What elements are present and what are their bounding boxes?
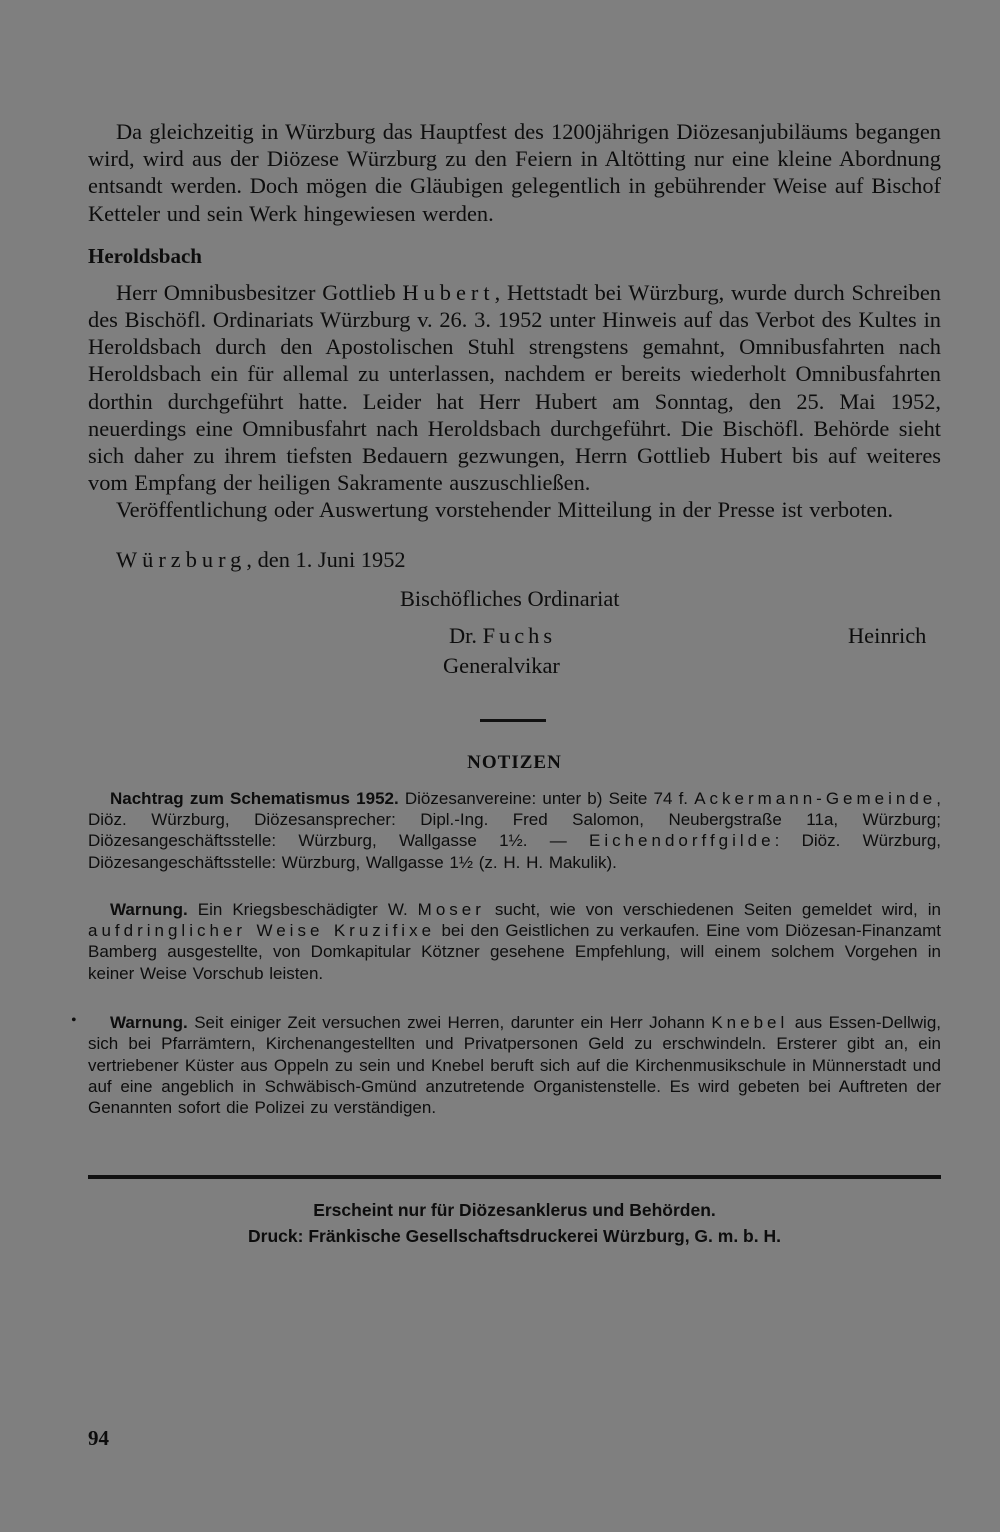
- press-notice-paragraph: Veröffentlichung oder Auswertung vorstehender Mitteilung in der Presse ist verboten.: [116, 497, 894, 523]
- note-warning-knebel-wrapper: [71, 1012, 941, 1118]
- note-schematismus: [88, 788, 941, 873]
- text-segment: Herr Omnibusbesitzer Gottlieb: [116, 279, 403, 305]
- footer-line-1: Erscheint nur für Diözesanklerus und Behörden.: [313, 1199, 716, 1220]
- place-name: Würzburg: [116, 546, 247, 572]
- spacer: [88, 984, 941, 1012]
- note-warning-knebel: [88, 1012, 941, 1118]
- note-warning-moser: [88, 899, 941, 984]
- note-lead: Warnung.: [110, 1013, 188, 1033]
- footer-rule: [88, 1175, 941, 1179]
- note-lead: Warnung.: [110, 899, 188, 919]
- signature-second-name: Heinrich: [848, 622, 927, 648]
- text-segment: : Diöz. Würzburg, Diözesangeschäftsstelle: Würzburg, Wallgasse 1½ (z. H. H. Makulik).: [88, 831, 942, 872]
- spaced-text: Knebel: [711, 1013, 789, 1033]
- text-segment: Ein Kriegsbeschädigter W.: [187, 899, 418, 919]
- spacer: [88, 873, 941, 899]
- page-number: 94: [88, 1426, 109, 1450]
- signature-role: Generalvikar: [443, 652, 560, 678]
- text-segment: , Diöz. Würzburg, Diözesansprecher: Dipl.-Ing. Fred Salomon, Neubergstraße 11a, Würzburg; Diözesangeschäftsstelle: Würzburg, Wallgasse 1½. —: [88, 788, 941, 851]
- text-segment: sucht, wie von verschiedenen Seiten gemeldet wird, in: [484, 899, 941, 919]
- text-segment: Diözesanvereine: unter b) Seite 74 f.: [398, 788, 695, 808]
- signature-organization: Bischöfliches Ordinariat: [400, 585, 620, 611]
- date-text: , den 1. Juni 1952: [246, 546, 406, 572]
- section-divider: [480, 719, 546, 722]
- text-segment: bei den Geistlichen zu verkaufen. Eine vom Diözesan-Finanzamt Bamberg ausgestellte, von Domkapitular Kötzner gesehene Empfehlung, will einem solchem Vorgehen in keiner Weise Vorschub leisten.: [88, 921, 941, 983]
- intro-paragraph: Da gleichzeitig in Würzburg das Hauptfest des 1200jährigen Diözesanjubiläums begangen wird, wird aus der Diözese Würzburg zu den Feiern in Altötting nur eine kleine Abordnung entsandt werden. Doch mögen die Gläubigen gelegentlich in gebührender Weise auf Bischof Ketteler und sein Werk hingewiesen werden.: [88, 119, 941, 226]
- signature-title: Dr.: [449, 622, 483, 648]
- document-page: [71, 118, 942, 1249]
- notizen-heading: NOTIZEN: [467, 751, 562, 773]
- section-heading-heroldsbach: Heroldsbach: [88, 243, 202, 268]
- signature-name: [449, 622, 556, 649]
- text-segment: , Hettstadt bei Würzburg, wurde durch Schreiben des Bischöfl. Ordinariats Würzburg v. 26. 3. 1952 unter Hinweis auf das Verbot des Kultes in Heroldsbach durch den Apostolischen Stuhl strengstens gemahnt, Omnibusfahrten nach Heroldsbach ein für allemal zu unterlassen, nachdem er bereits wiederholt Omnibusfahrten dorthin durchgeführt hatte. Leider hat Herr Hubert am Sonntag, den 25. Mai 1952, neuerdings eine Omnibusfahrt nach Heroldsbach durchgeführt. Die Bischöfl. Behörde sieht sich daher zu ihrem tiefsten Bedauern gezwungen, Herrn Gottlieb Hubert bis auf weiteres vom Empfang der heiligen Sakramente auszuschließen.: [88, 279, 941, 496]
- spaced-text: aufdringlicher Weise Kruzifixe: [88, 921, 436, 941]
- spaced-text: Ackermann-Gemeinde: [694, 788, 937, 808]
- note-lead: Nachtrag zum Schematismus 1952.: [110, 788, 399, 808]
- text-segment: aus Essen-Dellwig, sich bei Pfarrämtern, Kirchenangestellten und Privatpersonen Geld zu erschwindeln. Ersterer gibt an, ein vertriebener Küster aus Oppeln zu sein und Knebel beruft sich auf die Kirchenmusikschule in Münnerstadt und auf eine angeblich in Schwäbisch-Gmünd anzutretende Organistenstelle. Es wird gebeten bei Auftreten der Genannten sofort die Polizei zu verständigen.: [88, 1013, 941, 1118]
- signature-surname: Fuchs: [482, 622, 557, 648]
- spaced-name-hubert: Hubert: [402, 279, 495, 305]
- footer-line-2: Druck: Fränkische Gesellschaftsdruckerei Würzburg, G. m. b. H.: [248, 1225, 781, 1246]
- signature-block: [88, 573, 941, 693]
- spaced-text: Eichendorffgilde: [588, 831, 775, 851]
- heroldsbach-paragraph: [88, 279, 941, 497]
- date-line: [88, 546, 941, 573]
- spaced-text: Moser: [417, 899, 485, 919]
- bullet-mark: •: [71, 1012, 77, 1030]
- text-segment: Seit einiger Zeit versuchen zwei Herren, darunter ein Herr Johann: [187, 1013, 712, 1033]
